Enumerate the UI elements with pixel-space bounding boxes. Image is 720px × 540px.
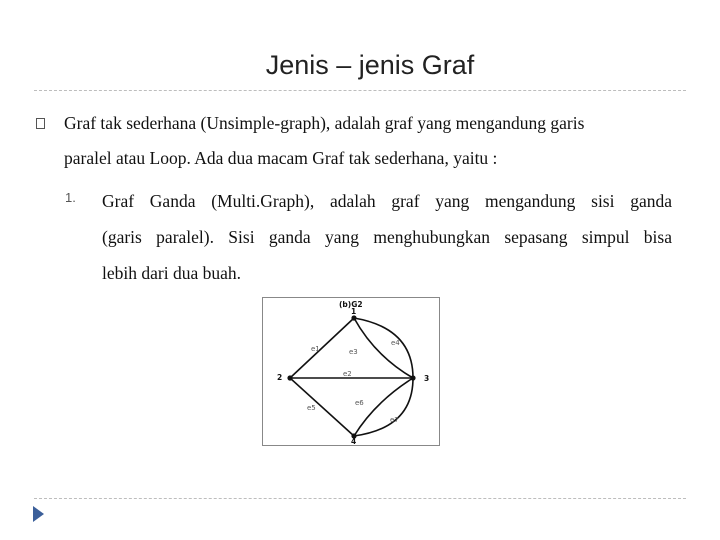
edge-label-e7: e7 (390, 416, 399, 424)
edge-e4 (354, 318, 413, 378)
vertex-2 (287, 375, 292, 380)
edge-label-e2: e2 (343, 370, 352, 378)
bullet-icon (36, 118, 45, 129)
edge-label-e6: e6 (355, 399, 364, 407)
vertex-label-4: 4 (351, 437, 357, 445)
multigraph-diagram (263, 298, 439, 445)
vertex-label-3: 3 (424, 374, 430, 383)
edge-e7 (354, 378, 413, 436)
edge-label-e4: e4 (391, 339, 400, 347)
vertex-3 (410, 375, 415, 380)
list-item-multigraph (102, 183, 672, 291)
multigraph-figure (262, 297, 440, 446)
item-line-1: Graf Ganda (Multi.Graph), adalah graf yang mengandung sisi ganda (102, 191, 672, 211)
edge-label-e3: e3 (349, 348, 358, 356)
bullet-line-2: paralel atau Loop. Ada dua macam Graf tak sederhana, yaitu : (64, 148, 498, 168)
vertex-label-2: 2 (277, 373, 283, 382)
edge-label-e1: e1 (311, 345, 320, 353)
slide-title: Jenis – jenis Graf (265, 50, 475, 80)
edge-e5 (290, 378, 354, 436)
edge-e1 (290, 318, 354, 378)
vertex-label-1: 1 (351, 307, 357, 316)
bullet-line-1: Graf tak sederhana (Unsimple-graph), adalah graf yang mengandung garis (64, 113, 585, 133)
vertex-1 (351, 315, 356, 320)
list-number: 1. (65, 190, 76, 205)
edge-label-e5: e5 (307, 404, 316, 412)
item-line-3: lebih dari dua buah. (102, 263, 241, 283)
next-slide-arrow-icon[interactable] (33, 506, 44, 522)
bottom-divider (34, 498, 686, 499)
item-line-2: (garis paralel). Sisi ganda yang menghubungkan sepasang simpul bisa (102, 227, 672, 247)
figure-caption: (b)G2 (339, 300, 363, 309)
top-divider (34, 90, 686, 91)
bullet-paragraph (64, 106, 664, 176)
